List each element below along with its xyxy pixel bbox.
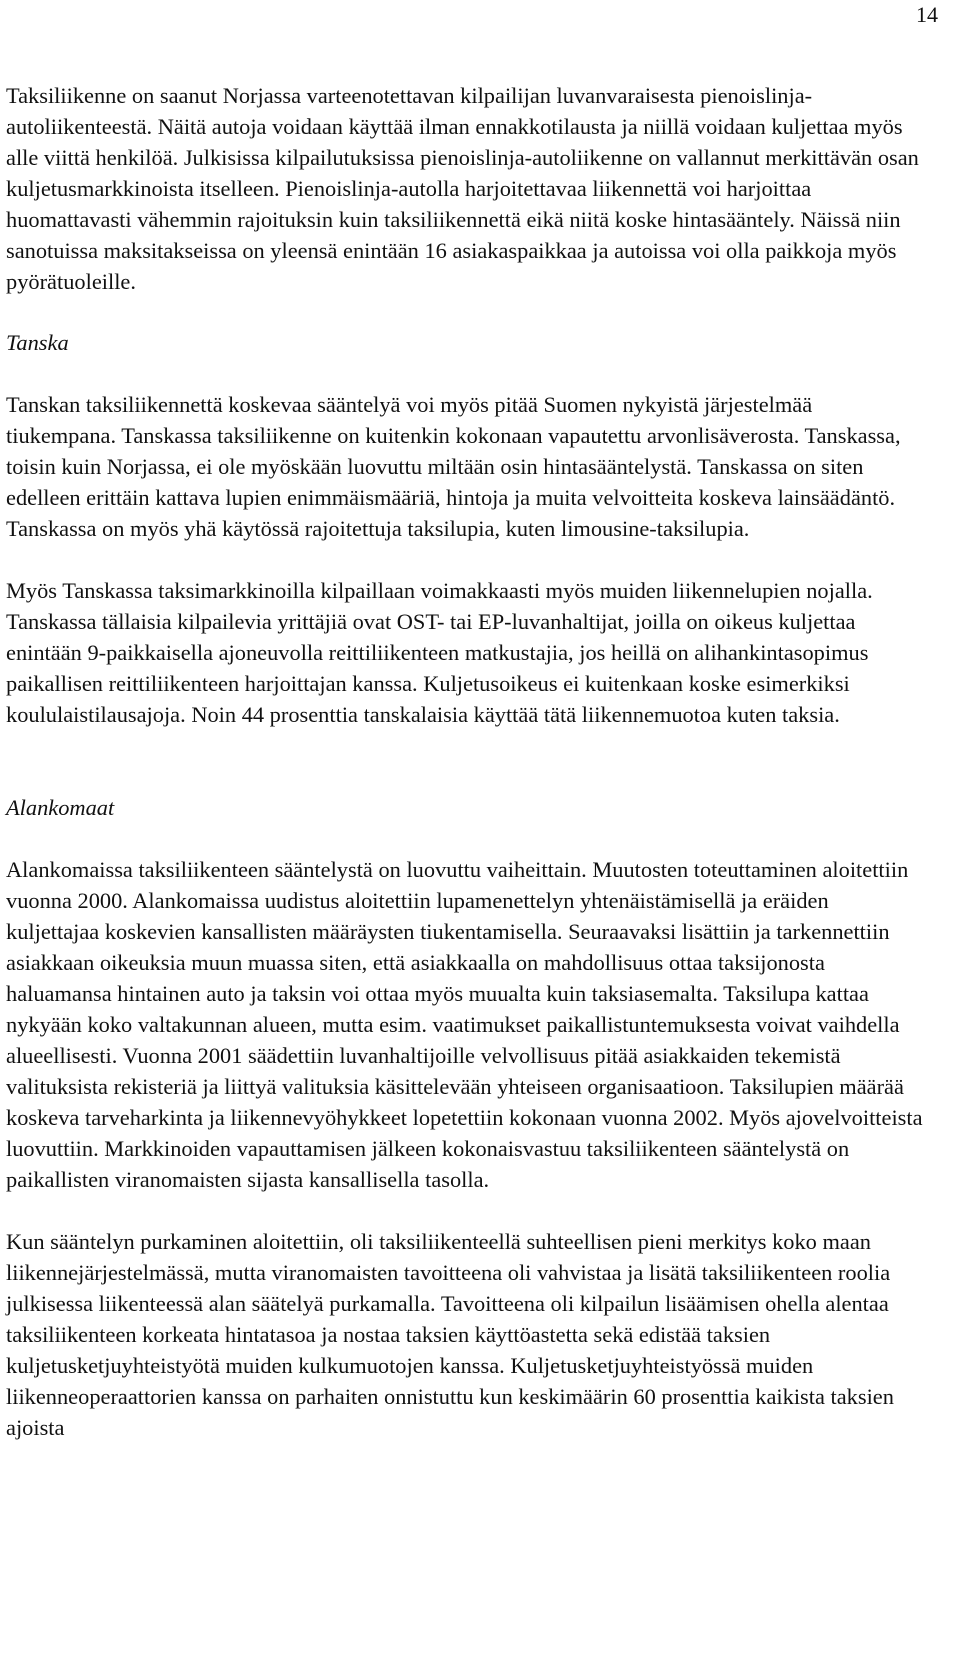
paragraph-denmark-competition: Myös Tanskassa taksimarkkinoilla kilpaillaan voimakkaasti myös muiden liikennelupien nojalla. Tanskassa tällaisia kilpailevia yrittäjiä ovat OST- tai EP-luvanhaltijat, joilla on oikeus kuljettaa enintään 9-paikkaisella ajoneuvolla reittiliikenteen matkustajia, jos heillä on alihankintasopimus paikallisen reittiliikenteen harjoittajan kanssa. Kuljetusoikeus ei kuitenkaan koske esimerkiksi koululaistilausajoja. Noin 44 prosenttia tanskalaisia käyttää tätä liikennemuotoa kuten taksia. bbox=[6, 578, 873, 727]
section-heading-alankomaat: Alankomaat bbox=[6, 795, 115, 820]
section-heading-tanska: Tanska bbox=[6, 330, 69, 355]
paragraph-netherlands-deregulation: Alankomaissa taksiliikenteen sääntelystä on luovuttu vaiheittain. Muutosten toteuttaminen aloitettiin vuonna 2000. Alankomaissa uudistus aloitettiin lupamenettelyn yhtenäistämisellä ja eräiden kuljettajaa koskevien kansallisten määräysten tiukentamisella. Seuraavaksi lisättiin ja tarkennettiin asiakkaan oikeuksia muun muassa siten, että asiakkaalla on mahdollisuus ottaa taksijonosta haluamansa hintainen auto ja taksin voi ottaa myös muualta kuin taksiasemalta. Taksilupa kattaa nykyään koko valtakunnan alueen, mutta esim. vaatimukset paikallistuntemuksesta voivat vaihdella alueellisesti. Vuonna 2001 säädettiin luvanhaltijoille velvollisuus pitää asiakkaiden tekemistä valituksista rekisteriä ja liittyä valituksia käsittelevään yhteiseen organisaatioon. Taksilupien määrää koskeva tarveharkinta ja liikennevyöhykkeet lopetettiin kokonaan vuonna 2002. Myös ajovelvoitteista luovuttiin. Markkinoiden vapauttamisen jälkeen kokonaisvastuu taksiliikenteen sääntelystä on paikallisten viranomaisten sijasta kansallisella tasolla. bbox=[6, 857, 923, 1192]
document-body bbox=[6, 80, 926, 1443]
paragraph-denmark-regulation: Tanskan taksiliikennettä koskevaa sääntelyä voi myös pitää Suomen nykyistä järjestelmää tiukempana. Tanskassa taksiliikenne on kuitenkin kokonaan vapautettu arvonlisäverosta. Tanskassa, toisin kuin Norjassa, ei ole myöskään luovuttu miltään osin hintasääntelystä. Tanskassa on siten edelleen erittäin kattava lupien enimmäismääriä, hintoja ja muita velvoitteita koskeva lainsäädäntö. Tanskassa on myös yhä käytössä rajoitettuja taksilupia, kuten limousine-taksilupia. bbox=[6, 392, 901, 541]
paragraph-netherlands-goals: Kun sääntelyn purkaminen aloitettiin, oli taksiliikenteellä suhteellisen pieni merkitys koko maan liikennejärjestelmässä, mutta viranomaisten tavoitteena oli vahvistaa ja lisätä taksiliikenteen roolia julkisessa liikenteessä alan säätelyä purkamalla. Tavoitteena oli kilpailun lisäämisen ohella alentaa taksiliikenteen korkeata hintatasoa ja nostaa taksien käyttöastetta sekä edistää taksien kuljetusketjuyhteistyötä muiden kulkumuotojen kanssa. Kuljetusketjuyhteistyössä muiden liikenneoperaattorien kanssa on parhaiten onnistuttu kun keskimäärin 60 prosenttia kaikista taksien ajoista bbox=[6, 1229, 894, 1440]
paragraph-norway-minibus: Taksiliikenne on saanut Norjassa varteenotettavan kilpailijan luvanvaraisesta pienoislinja-autoliikenteestä. Näitä autoja voidaan käyttää ilman ennakkotilausta ja niillä voidaan kuljettaa myös alle viittä henkilöä. Julkisissa kilpailutuksissa pienoislinja-autoliikenne on vallannut merkittävän osan kuljetusmarkkinoista itselleen. Pienoislinja-autolla harjoitettavaa liikennettä voi harjoittaa huomattavasti vähemmin rajoituksin kuin taksiliikennettä eikä niitä koske hintasääntely. Näissä niin sanotuissa maksitakseissa on yleensä enintään 16 asiakaspaikkaa ja autoissa voi olla paikkoja myös pyörätuoleille. bbox=[6, 83, 919, 294]
page-number: 14 bbox=[916, 2, 938, 27]
